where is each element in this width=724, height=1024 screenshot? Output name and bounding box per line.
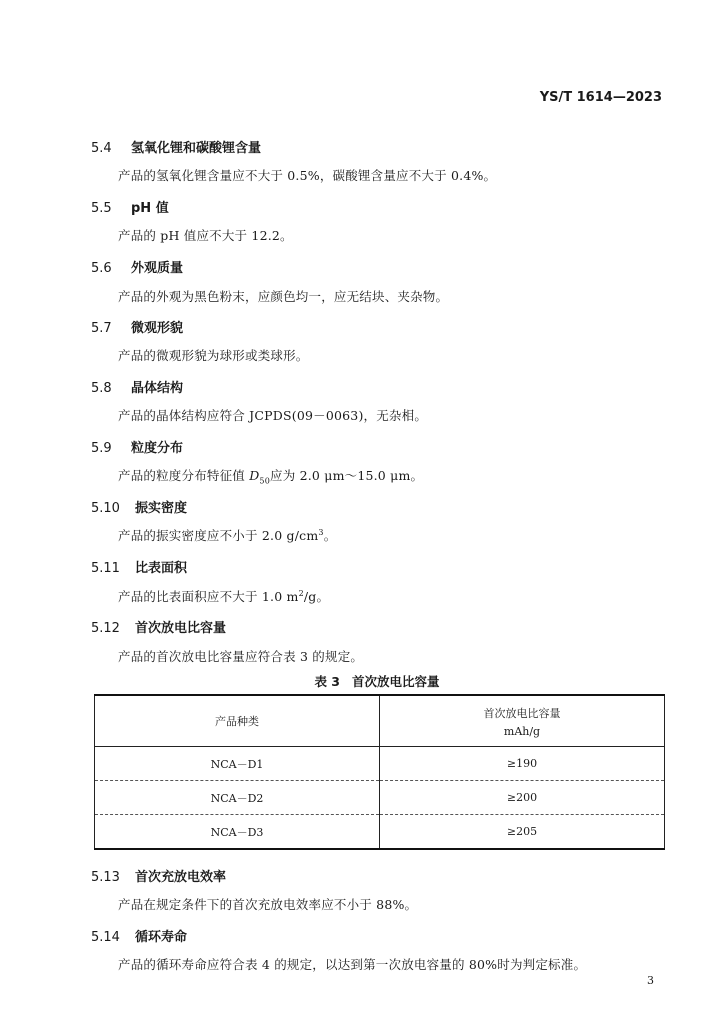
section-title: 振实密度	[135, 501, 188, 516]
section-title: 粒度分布	[131, 441, 184, 456]
table-row	[95, 747, 665, 781]
section-title: pH 值	[131, 201, 169, 216]
section-heading-5-5	[91, 197, 169, 216]
product-cell: NCA－D1	[95, 747, 380, 781]
section-number: 5.11	[91, 561, 120, 576]
table-label: 表 3	[314, 674, 341, 689]
section-title: 比表面积	[135, 561, 188, 576]
section-number: 5.12	[91, 621, 120, 636]
section-text-5-4: 产品的氢氧化锂含量应不大于 0.5%，碳酸锂含量应不大于 0.4%。	[118, 168, 497, 183]
section-number: 5.10	[91, 501, 120, 516]
table-header-row	[95, 695, 665, 747]
section-heading-5-4	[91, 137, 261, 156]
capacity-header-unit: mAh/g	[503, 724, 541, 738]
superscript: 2	[298, 588, 304, 598]
page-number: 3	[647, 974, 654, 987]
superscript: 3	[318, 527, 324, 537]
section-heading-5-13	[91, 866, 226, 885]
section-number: 5.6	[91, 261, 112, 276]
text-part: 产品的振实密度应不小于 2.0 g/cm	[118, 528, 319, 543]
d50-symbol: D	[249, 468, 260, 483]
product-cell: NCA－D3	[95, 815, 380, 850]
column-header-capacity	[380, 695, 665, 747]
text-part: 产品的比表面积应不大于 1.0 m	[118, 589, 299, 604]
section-number: 5.7	[91, 321, 112, 336]
standard-number: YS/T 1614—2023	[539, 90, 662, 105]
section-number: 5.9	[91, 441, 112, 456]
section-title: 晶体结构	[131, 381, 184, 396]
section-heading-5-6	[91, 257, 183, 276]
section-text-5-11	[118, 587, 329, 605]
section-number: 5.5	[91, 201, 112, 216]
section-title: 外观质量	[131, 261, 184, 276]
section-text-5-13: 产品在规定条件下的首次充放电效率应不小于 88%。	[118, 897, 418, 912]
text-part: 应为 2.0 μm～15.0 μm。	[270, 468, 424, 483]
section-title: 循环寿命	[135, 930, 188, 945]
section-heading-5-7	[91, 317, 183, 336]
section-number: 5.14	[91, 930, 120, 945]
column-header-product: 产品种类	[95, 695, 380, 747]
section-title: 首次放电比容量	[135, 621, 227, 636]
capacity-cell: ≥205	[380, 815, 665, 850]
section-title: 微观形貌	[131, 321, 184, 336]
discharge-capacity-table	[94, 694, 665, 850]
capacity-cell: ≥200	[380, 781, 665, 815]
section-text-5-8: 产品的晶体结构应符合 JCPDS(09－0063)，无杂相。	[118, 408, 428, 423]
text-part: 产品的粒度分布特征值	[118, 468, 250, 483]
section-heading-5-11	[91, 557, 187, 576]
capacity-cell: ≥190	[380, 747, 665, 781]
table-row	[95, 781, 665, 815]
product-cell: NCA－D2	[95, 781, 380, 815]
table-row	[95, 815, 665, 850]
section-text-5-9	[118, 466, 423, 486]
d50-subscript: 50	[259, 476, 271, 486]
capacity-header-label: 首次放电比容量	[483, 706, 561, 720]
section-text-5-10	[118, 526, 336, 544]
section-heading-5-10	[91, 497, 187, 516]
text-part: /g。	[303, 589, 330, 604]
section-heading-5-8	[91, 377, 183, 396]
section-text-5-6: 产品的外观为黑色粉末，应颜色均一，应无结块、夹杂物。	[118, 289, 449, 304]
section-text-5-12: 产品的首次放电比容量应符合表 3 的规定。	[118, 649, 364, 664]
table-caption	[0, 672, 724, 690]
section-title: 氢氧化锂和碳酸锂含量	[131, 141, 262, 156]
section-number: 5.13	[91, 870, 120, 885]
section-heading-5-12	[91, 617, 226, 636]
table-title: 首次放电比容量	[352, 674, 440, 689]
section-number: 5.8	[91, 381, 112, 396]
section-heading-5-9	[91, 437, 183, 456]
section-text-5-5: 产品的 pH 值应不大于 12.2。	[118, 228, 293, 243]
section-number: 5.4	[91, 141, 112, 156]
section-title: 首次充放电效率	[135, 870, 227, 885]
section-heading-5-14	[91, 926, 187, 945]
text-part: 。	[323, 528, 337, 543]
section-text-5-7: 产品的微观形貌为球形或类球形。	[118, 348, 309, 363]
section-text-5-14: 产品的循环寿命应符合表 4 的规定，以达到第一次放电容量的 80%时为判定标准。	[118, 957, 587, 972]
